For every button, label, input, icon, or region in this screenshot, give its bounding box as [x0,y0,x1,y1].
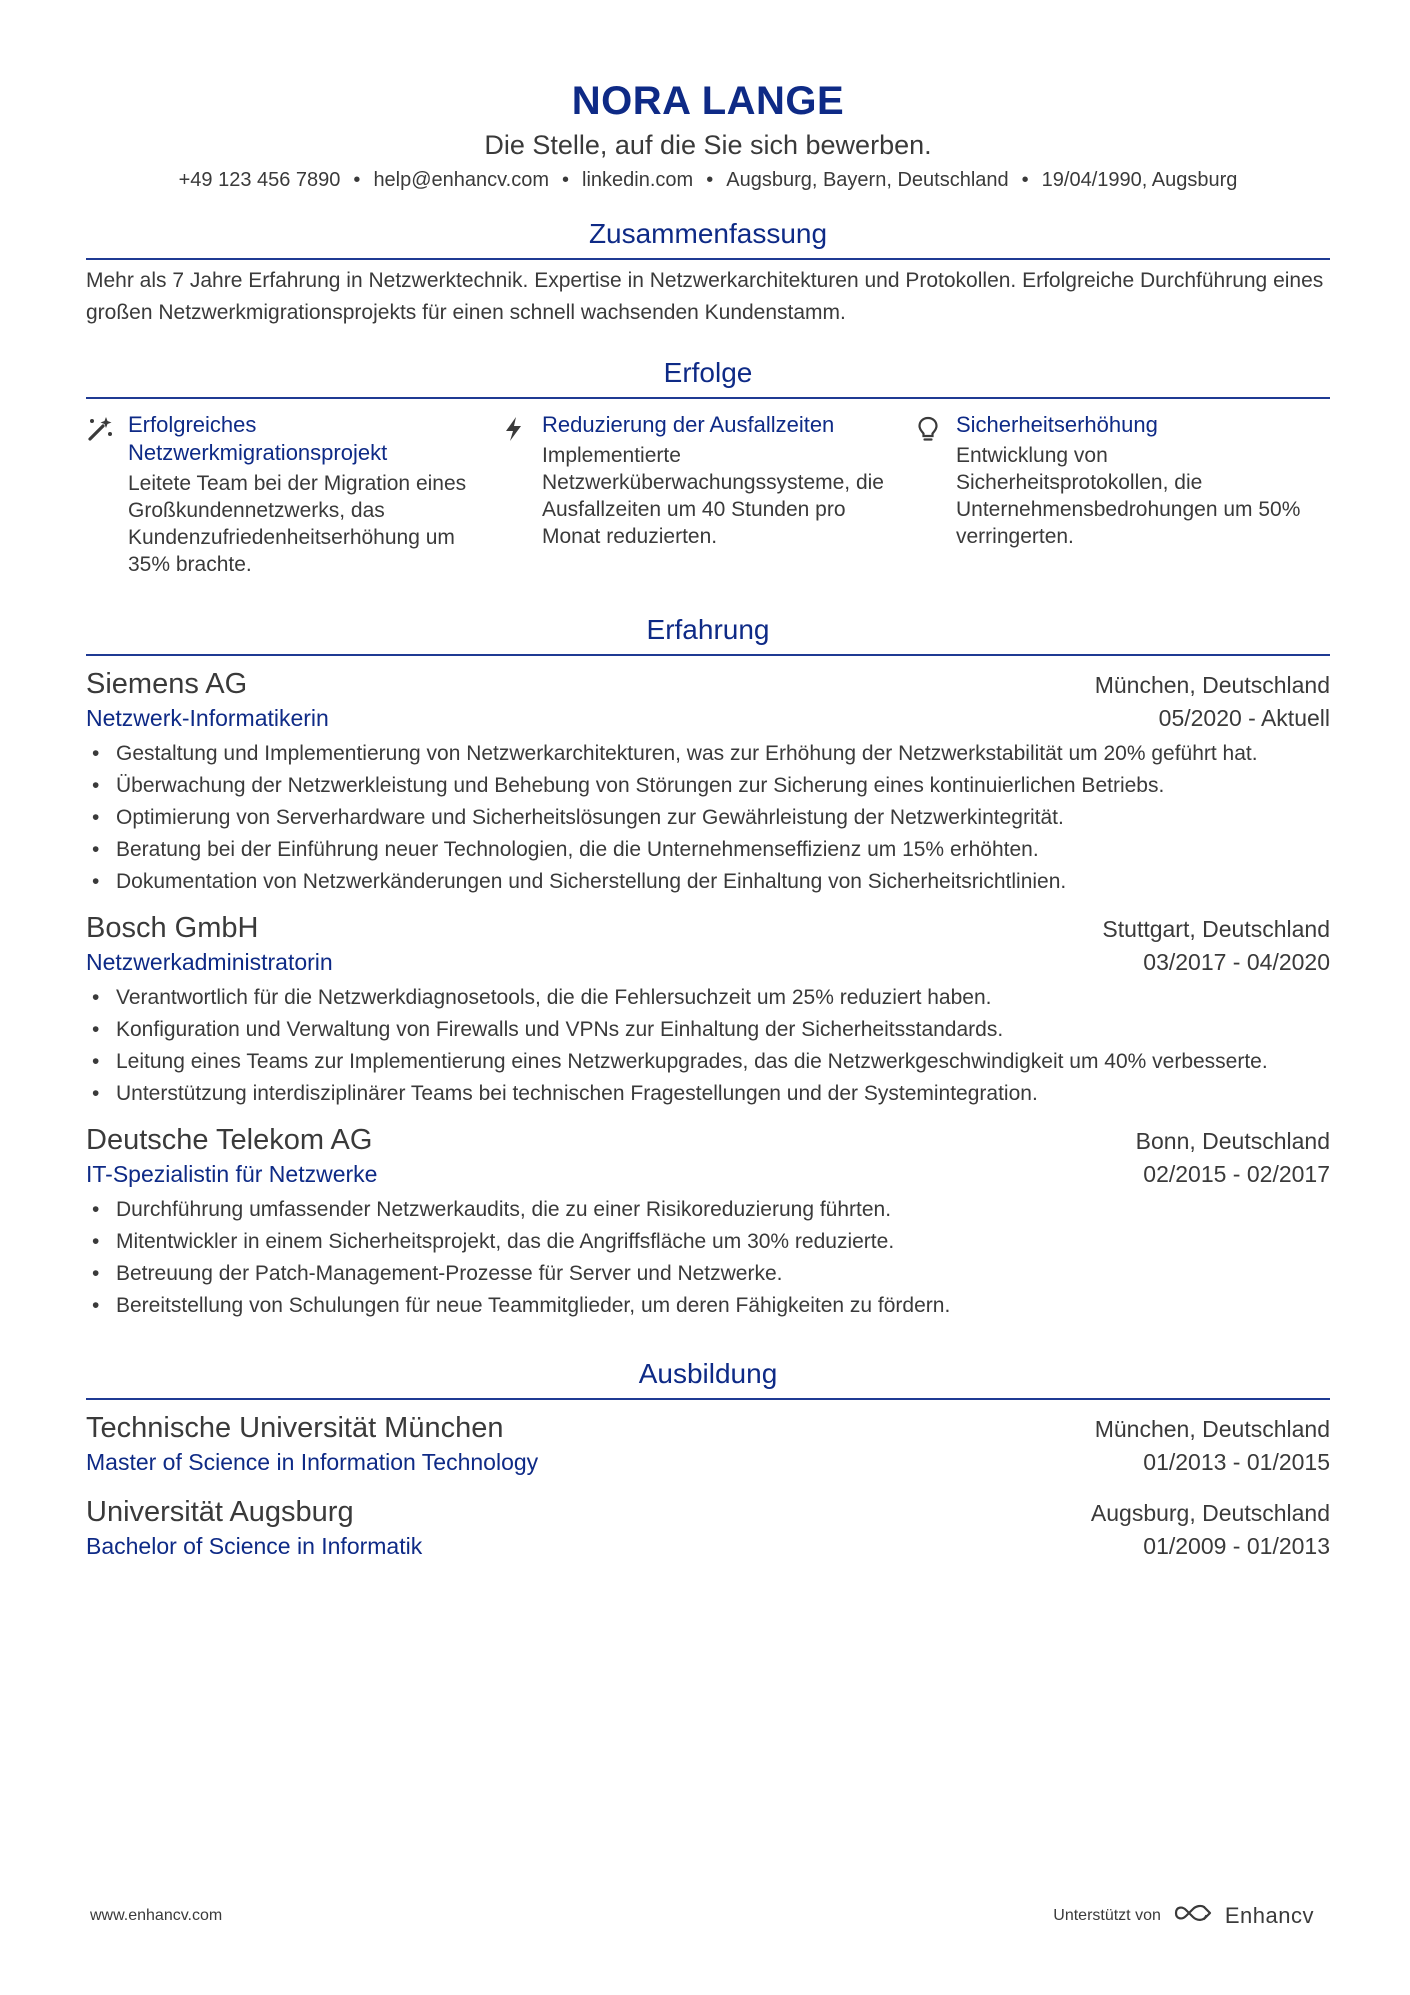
contact-line [86,166,1330,194]
resume-header [86,78,1330,194]
wand-icon [86,411,128,578]
education-entry [86,1410,1330,1478]
separator-dot: • [353,169,361,191]
education-degree-row [86,1530,1330,1562]
lightning-icon [500,411,542,578]
education-dates: 01/2013 - 01/2015 [1143,1449,1330,1475]
job-dates: 05/2020 - Aktuell [1158,705,1330,731]
job-role: Netzwerkadministratorin [86,949,333,975]
achievement-title: Erfolgreiches Netzwerkmigrationsprojekt [128,412,388,465]
phone: +49 123 456 7890 [178,169,341,191]
school-location: Augsburg, Deutschland [1090,1500,1330,1526]
page-footer [90,1902,1314,1929]
company-name: Siemens AG [86,668,248,700]
email: help@enhancv.com [373,169,550,191]
education-header-row [86,1410,1330,1446]
job-entry [86,910,1330,1110]
achievement-description: Leitete Team bei der Migration eines Großkundennetzwerks, das Kundenzufriedenheitserhöhung um 35% brachte. [128,472,467,576]
achievement-body [956,411,1301,578]
summary-section [86,216,1330,329]
location: Augsburg, Bayern, Deutschland [726,169,1009,191]
section-divider [86,654,1330,656]
company-name: Deutsche Telekom AG [86,1124,373,1156]
powered-by [1053,1902,1314,1929]
education-dates: 01/2009 - 01/2013 [1143,1533,1330,1559]
bullet-item: • Bereitstellung von Schulungen für neue Teammitglieder, um deren Fähigkeiten zu fördern. [116,1290,1330,1322]
bullet-item: • Beratung bei der Einführung neuer Technologien, die die Unternehmenseffizienz um 15% erhöhten. [116,834,1330,866]
education-degree-row [86,1446,1330,1478]
degree: Bachelor of Science in Informatik [86,1533,423,1559]
section-title: Erfahrung [646,614,770,645]
job-role-row [86,702,1330,734]
bullet-item: • Mitentwickler in einem Sicherheitsprojekt, das die Angriffsfläche um 30% reduzierte. [116,1226,1330,1258]
job-role-row [86,946,1330,978]
job-role: IT-Spezialistin für Netzwerke [86,1161,378,1187]
experience-section [86,612,1330,1322]
bullet-item: • Konfiguration und Verwaltung von Firewalls und VPNs zur Einhaltung der Sicherheitsstandards. [116,1014,1330,1046]
achievement-body [542,411,887,578]
job-entry [86,1122,1330,1322]
bullet-item: • Optimierung von Serverhardware und Sicherheitslösungen zur Gewährleistung der Netzwerkintegrität. [116,802,1330,834]
birth-info: 19/04/1990, Augsburg [1041,169,1238,191]
company-name: Bosch GmbH [86,912,259,944]
section-title: Erfolge [663,357,753,388]
degree: Master of Science in Information Technology [86,1449,539,1475]
achievement-item [500,411,914,578]
linkedin: linkedin.com [582,169,694,191]
section-title: Zusammenfassung [588,218,828,249]
school-location: München, Deutschland [1094,1416,1330,1442]
candidate-name: NORA LANGE [571,79,845,123]
separator-dot: • [1021,169,1029,191]
education-entry [86,1494,1330,1562]
education-header-row [86,1494,1330,1530]
bullet-item: • Unterstützung interdisziplinärer Teams bei technischen Fragestellungen und der Systemintegration. [116,1078,1330,1110]
separator-dot: • [706,169,714,191]
school-name: Universität Augsburg [86,1496,354,1528]
bullet-item: • Betreuung der Patch-Management-Prozesse für Server und Netzwerke. [116,1258,1330,1290]
section-divider [86,1398,1330,1400]
separator-dot: • [562,169,570,191]
section-divider [86,397,1330,399]
job-bullets [86,982,1330,1110]
job-dates: 02/2015 - 02/2017 [1143,1161,1330,1187]
job-role: Netzwerk-Informatikerin [86,705,329,731]
bullet-item: • Durchführung umfassender Netzwerkaudits, die zu einer Risikoreduzierung führten. [116,1194,1330,1226]
enhancv-logo-icon [1173,1902,1213,1929]
job-location: Stuttgart, Deutschland [1102,916,1330,942]
job-header-row [86,1122,1330,1158]
job-header-row [86,910,1330,946]
achievements-list [86,411,1330,578]
job-role-row [86,1158,1330,1190]
achievement-item [914,411,1328,578]
powered-by-label: Unterstützt von [1053,1906,1161,1924]
bullet-item: • Leitung eines Teams zur Implementierung eines Netzwerkupgrades, das die Netzwerkgeschwindigkeit um 40% verbesserte. [116,1046,1330,1078]
lightbulb-icon [914,411,956,578]
achievement-description: Entwicklung von Sicherheitsprotokollen, die Unternehmensbedrohungen um 50% verringerten. [956,444,1301,548]
achievements-section [86,355,1330,578]
job-dates: 03/2017 - 04/2020 [1143,949,1330,975]
section-divider [86,258,1330,260]
achievement-item [86,411,500,578]
school-name: Technische Universität München [86,1412,504,1444]
job-header-row [86,666,1330,702]
bullet-item: • Dokumentation von Netzwerkänderungen und Sicherstellung der Einhaltung von Sicherheitsrichtlinien. [116,866,1330,898]
job-entry [86,666,1330,898]
achievement-title: Reduzierung der Ausfallzeiten [542,412,835,437]
summary-text: Mehr als 7 Jahre Erfahrung in Netzwerktechnik. Expertise in Netzwerkarchitekturen und Protokollen. Erfolgreiche Durchführung eines großen Netzwerkmigrationsprojekts für einen schnell wachsenden Kundenstamm. [86,269,1324,324]
achievement-description: Implementierte Netzwerküberwachungssysteme, die Ausfallzeiten um 40 Stunden pro Monat reduzierten. [542,444,884,548]
section-title: Ausbildung [638,1358,778,1389]
job-location: Bonn, Deutschland [1135,1128,1330,1154]
job-location: München, Deutschland [1094,672,1330,698]
resume-page [86,0,1330,1562]
job-bullets [86,1194,1330,1322]
bullet-item: • Gestaltung und Implementierung von Netzwerkarchitekturen, was zur Erhöhung der Netzwerkstabilität um 20% geführt hat. [116,738,1330,770]
job-bullets [86,738,1330,898]
brand-name: Enhancv [1224,1902,1314,1928]
achievement-body [128,411,473,578]
target-job-title: Die Stelle, auf die Sie sich bewerben. [484,130,932,160]
footer-website-link[interactable]: www.enhancv.com [90,1906,223,1924]
education-section [86,1356,1330,1562]
bullet-item: • Überwachung der Netzwerkleistung und Behebung von Störungen zur Sicherung eines kontinuierlichen Betriebs. [116,770,1330,802]
bullet-item: • Verantwortlich für die Netzwerkdiagnosetools, die die Fehlersuchzeit um 25% reduziert haben. [116,982,1330,1014]
achievement-title: Sicherheitserhöhung [956,412,1158,437]
